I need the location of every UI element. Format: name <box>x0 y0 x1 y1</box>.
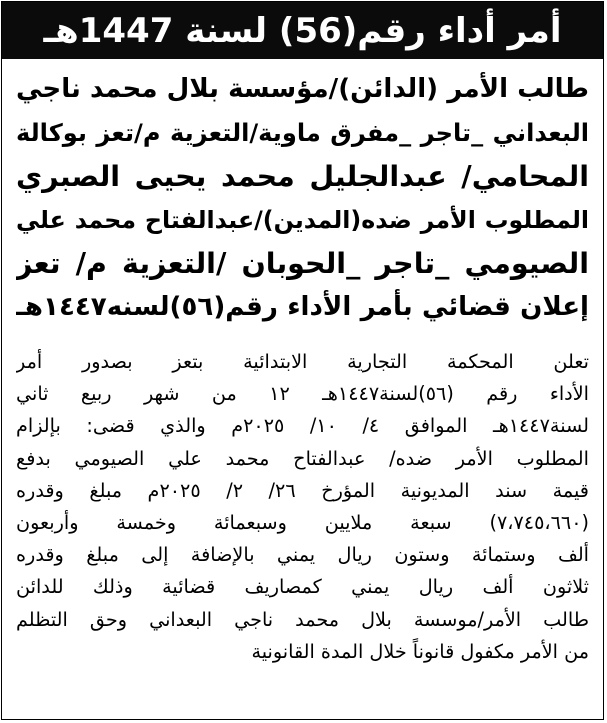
notice-heading <box>16 68 589 329</box>
heading-line-lawyer: المحامي/ عبدالجليل محمد يحيى الصبري <box>16 160 589 193</box>
body-line: لسنة١٤٤٧هـ الموافق ٤/ ١٠/ ٢٠٢٥م والذي قضى: بإلزام <box>16 414 589 438</box>
heading-line-creditor: طالب الأمر (الدائن)/مؤسسة بلال محمد ناجي <box>16 74 589 104</box>
body-line: قيمة سند المديونية المؤرخ ٢٦/ ٢/ ٢٠٢٥م مبلغ وقدره <box>16 478 589 502</box>
heading-line-creditor-details: البعداني _تاجر _مفرق ماوية/التعزية م/تعز بوكالة <box>16 118 589 147</box>
body-line: من الأمر مكفول قانوناً خلال المدة القانونية <box>251 639 589 663</box>
notice-title: أمر أداء رقم(56) لسنة 1447هـ <box>2 2 603 59</box>
body-line: (٧،٧٤٥،٦٦٠) سبعة ملايين وسبعمائة وخمسة وأربعون <box>16 510 589 534</box>
body-line: تعلن المحكمة التجارية الابتدائية بتعز بصدور أمر <box>16 350 589 373</box>
body-line: الأداء رقم (٥٦)لسنة١٤٤٧هـ ١٢ من شهر ربيع ثاني <box>16 382 589 406</box>
heading-line-debtor-details: الصيومي _تاجر _الحوبان /التعزية م/ تعز <box>16 247 589 280</box>
body-line: طالب الأمر/موسسة بلال محمد ناجي البعداني وحق التظلم <box>16 607 589 631</box>
body-line: ألف وستمائة وستون ريال يمني بالإضافة إلى مبلغ وقدره <box>16 543 589 567</box>
body-line: ثلاثون ألف ريال يمني كمصاريف قضائية وذلك للدائن <box>16 575 589 599</box>
body-line: المطلوب الأمر ضده/ عبدالفتاح محمد علي الصيومي بدفع <box>16 446 589 470</box>
notice-frame <box>1 1 604 720</box>
heading-line-announcement: إعلان قضائي بأمر الأداء رقم(٥٦)لسنه١٤٤٧هـ <box>16 291 589 322</box>
heading-line-debtor: المطلوب الأمر ضده(المدين)/عبدالفتاح محمد علي <box>16 205 589 234</box>
notice-body <box>16 346 589 668</box>
